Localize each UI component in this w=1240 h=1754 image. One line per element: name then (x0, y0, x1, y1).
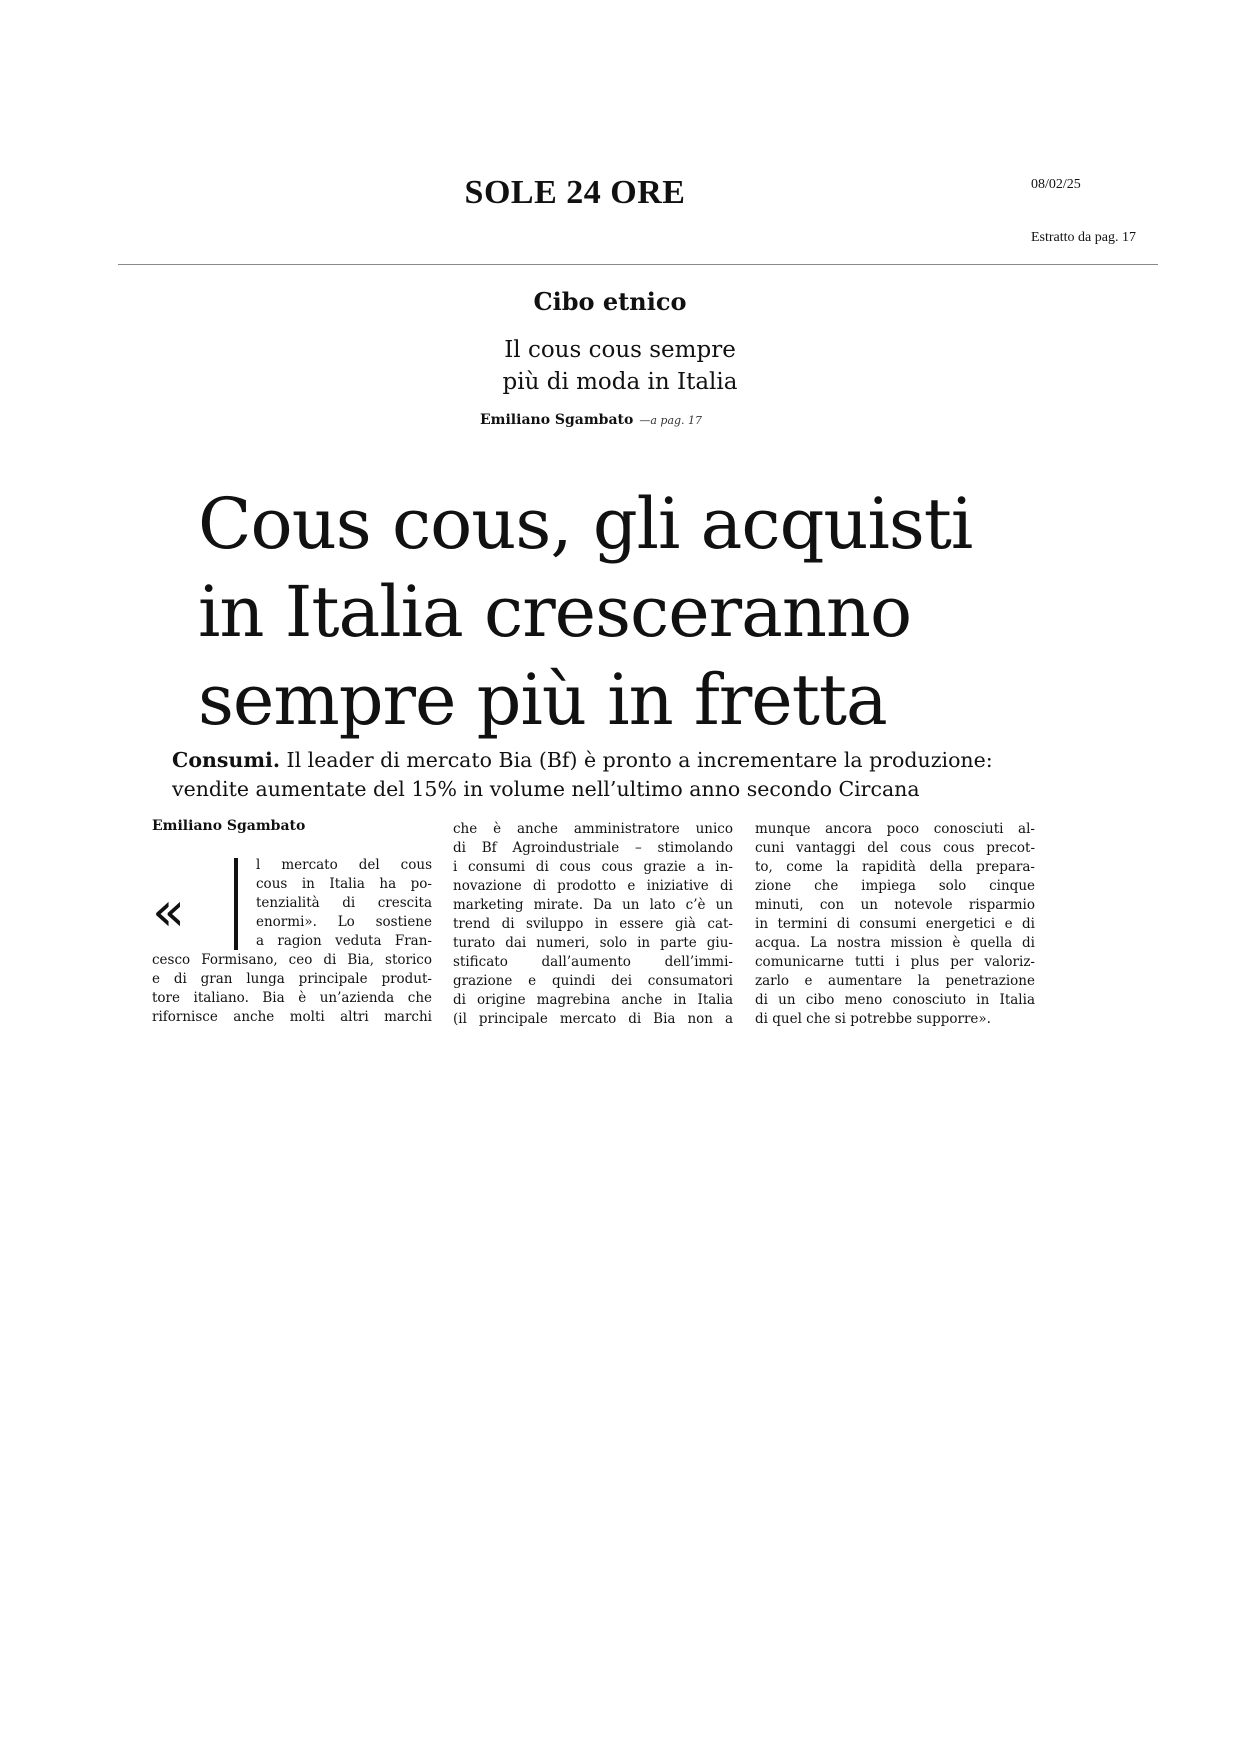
dropcap-quote-mark: « (152, 880, 178, 943)
text-line: enormi». Lo sostiene (256, 914, 432, 930)
subhead-line: vendite aumentate del 15% in volume nell’ultimo anno secondo Circana (172, 777, 920, 801)
text-line: e di gran lunga principale produt- (152, 971, 432, 987)
subhead-text: Il leader di mercato Bia (Bf) è pronto a incrementare la produzione: (279, 748, 993, 772)
subhead-lead: Consumi. (172, 748, 280, 772)
text-line: grazione e quindi dei consumatori (453, 973, 733, 989)
text-line: to, come la rapidità della prepara- (755, 859, 1035, 875)
header-divider (118, 264, 1158, 265)
text-line: trend di sviluppo in essere già cat- (453, 916, 733, 932)
publication-date: 08/02/25 (1031, 177, 1081, 192)
text-line: di un cibo meno conosciuto in Italia (755, 992, 1035, 1008)
text-line: (il principale mercato di Bia non a (453, 1011, 733, 1027)
masthead-title: SOLE 24 ORE (464, 174, 686, 211)
extract-page-note: Estratto da pag. 17 (1031, 230, 1136, 245)
text-line: di quel che si potrebbe supporre». (755, 1011, 991, 1027)
text-line: zarlo e aumentare la penetrazione (755, 973, 1035, 989)
text-line: di origine magrebina anche in Italia (453, 992, 733, 1008)
teaser-kicker (0, 287, 1240, 316)
text-line: stificato dall’aumento dell’immi- (453, 954, 733, 970)
article-byline: Emiliano Sgambato (152, 818, 306, 834)
headline-line: sempre più in fretta (198, 659, 887, 741)
teaser-title-line: Il cous cous sempre (504, 337, 736, 363)
text-line: a ragion veduta Fran- (256, 933, 432, 949)
subhead-line (172, 746, 1072, 775)
text-line: cuni vantaggi del cous cous precot- (755, 840, 1035, 856)
text-line: turato dai numeri, solo in parte giu- (453, 935, 733, 951)
text-line: di Bf Agroindustriale – stimolando (453, 840, 733, 856)
text-line: acqua. La nostra mission è quella di (755, 935, 1035, 951)
article-subhead (172, 746, 1072, 804)
headline-line: in Italia cresceranno (198, 571, 912, 653)
text-line: i consumi di cous cous grazie a in- (453, 859, 733, 875)
text-line: cous in Italia ha po- (256, 876, 432, 892)
text-line: zione che impiega solo cinque (755, 878, 1035, 894)
text-line: minuti, con un notevole risparmio (755, 897, 1035, 913)
text-line: novazione di prodotto e iniziative di (453, 878, 733, 894)
article-column-1 (152, 856, 432, 1027)
teaser-page-ref: —a pag. 17 (639, 414, 703, 427)
text-line: l mercato del cous (256, 857, 432, 873)
teaser-kicker-text: Cibo etnico (533, 287, 687, 316)
text-line: tenzialità di crescita (256, 895, 432, 911)
teaser-title-line: più di moda in Italia (502, 369, 738, 395)
text-line: che è anche amministratore unico (453, 821, 733, 837)
headline-line: Cous cous, gli acquisti (198, 483, 973, 565)
text-line: munque ancora poco conosciuti al- (755, 821, 1035, 837)
text-line: tore italiano. Bia è un’azienda che (152, 990, 432, 1006)
text-line: cesco Formisano, ceo di Bia, storico (152, 952, 432, 968)
text-line: comunicarne tutti i plus per valoriz- (755, 954, 1035, 970)
article-column-3 (755, 820, 1035, 1029)
article-column-2 (453, 820, 733, 1029)
article-headline (198, 480, 1098, 744)
teaser-author: Emiliano Sgambato (480, 412, 634, 428)
teaser-byline (480, 412, 702, 428)
teaser-title (420, 334, 820, 398)
text-line: marketing mirate. Da un lato c’è un (453, 897, 733, 913)
text-line: rifornisce anche molti altri marchi (152, 1009, 432, 1025)
text-line: in termini di consumi energetici e di (755, 916, 1035, 932)
